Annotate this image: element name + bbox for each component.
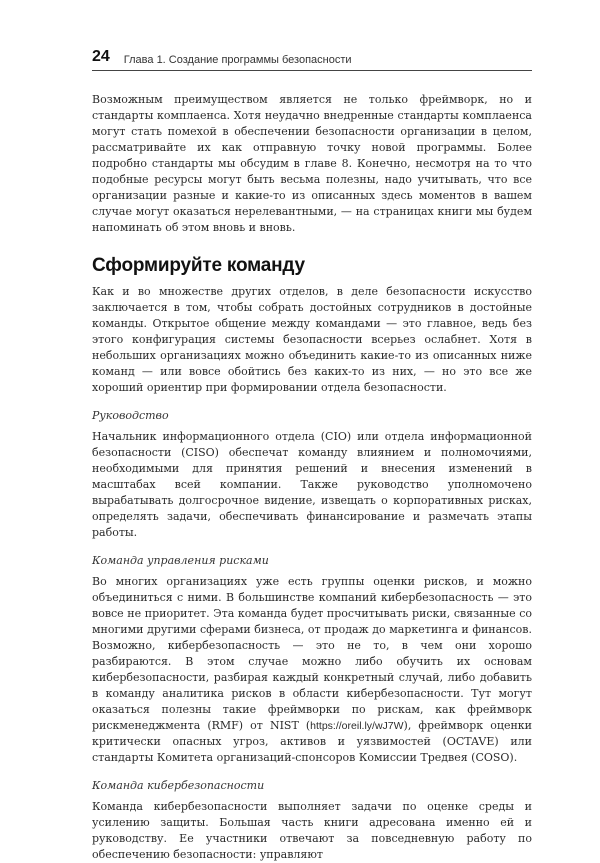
section-paragraph: Как и во множестве других отделов, в деле безопасности искусство заключается в том, чтобы собрать достойных сотрудников в достойные команды. Открытое общение между командами — это главное, ведь без этого конфигурация системы безопасности всерьез ослабнет. Хотя в небольших организациях можно объединить какие-то из описанных ниже команд — или вовсе обойтись без каких-то из них, — но это все же хороший ориентир при формировании отдела безопасности. xyxy=(92,285,532,394)
role-title-cyber: Команда кибербезопасности xyxy=(92,779,265,792)
intro-paragraph: Возможным преимуществом является не только фреймворк, но и стандарты комплаенса. Хотя неудачно внедренные стандарты комплаенса могут стать помехой в обеспечении безопасности организации в целом, рассматривайте их как отправную точку новой программы. Более подробно стандарты мы обсудим в главе 8. Конечно, несмотря на то что подобные ресурсы могут быть весьма полезны, надо учитывать, что все организации разные и какие-то из описанных здесь моментов в вашем случае могут оказаться нерелевантными, — на страницах книги мы будем напоминать об этом вновь и вновь. xyxy=(92,93,532,234)
risk-text-part1: Во многих организациях уже есть группы оценки рисков, и можно объединиться с ними. В большинстве компаний кибербезопасность — это вовсе не приоритет. Эта команда будет просчитывать риски, связанные со многими другими сферами бизнеса, от продаж до маркетинга и финансов. Возможно, кибербезопасность — это не то, в чем они хорошо разбираются. В этом случае можно либо обучить их основам кибербезопасности, разбирая каждый конкретный случай, либо добавить в команду аналитика рисков в области кибербезопасности. Тут могут оказаться полезны такие фреймворки по рискам, как фреймворк рискменеджмента (RMF) от NIST ( xyxy=(92,575,532,732)
section-heading: Сформируйте команду xyxy=(92,255,305,276)
role-text-leadership: Начальник информационного отдела (CIO) или отдела информационной безопасности (CISO) обеспечат команду влиянием и полномочиями, необходимыми для принятия решений и внесения изменений в масштабах всей компании. Также руководство уполномочено вырабатывать долгосрочное видение, извещать о корпоративных рисках, определять задачи, обеспечивать финансирование и размечать этапы работы. xyxy=(92,430,532,539)
page-body xyxy=(92,92,532,863)
role-text-risk xyxy=(92,574,532,766)
role-title-leadership: Руководство xyxy=(92,409,169,422)
nist-rmf-link[interactable]: https://oreil.ly/wJ7W xyxy=(310,720,404,732)
risk-text-part2: ), фреймворк оценки критически опасных угроз, активов и уязвимостей (OCTAVE) или стандарты Комитета организаций-спонсоров Комиссии Тредвея (COSO). xyxy=(92,719,532,764)
page-header xyxy=(92,44,532,71)
running-head: Глава 1. Создание программы безопасности xyxy=(123,54,352,66)
role-text-cyber: Команда кибербезопасности выполняет задачи по оценке среды и усилению защиты. Большая часть книги адресована именно ей и руководству. Ее участники отвечают за повседневную работу по обеспечению безопасности: управляют xyxy=(92,800,532,861)
role-title-risk: Команда управления рисками xyxy=(92,554,269,567)
page-number: 24 xyxy=(92,48,110,65)
